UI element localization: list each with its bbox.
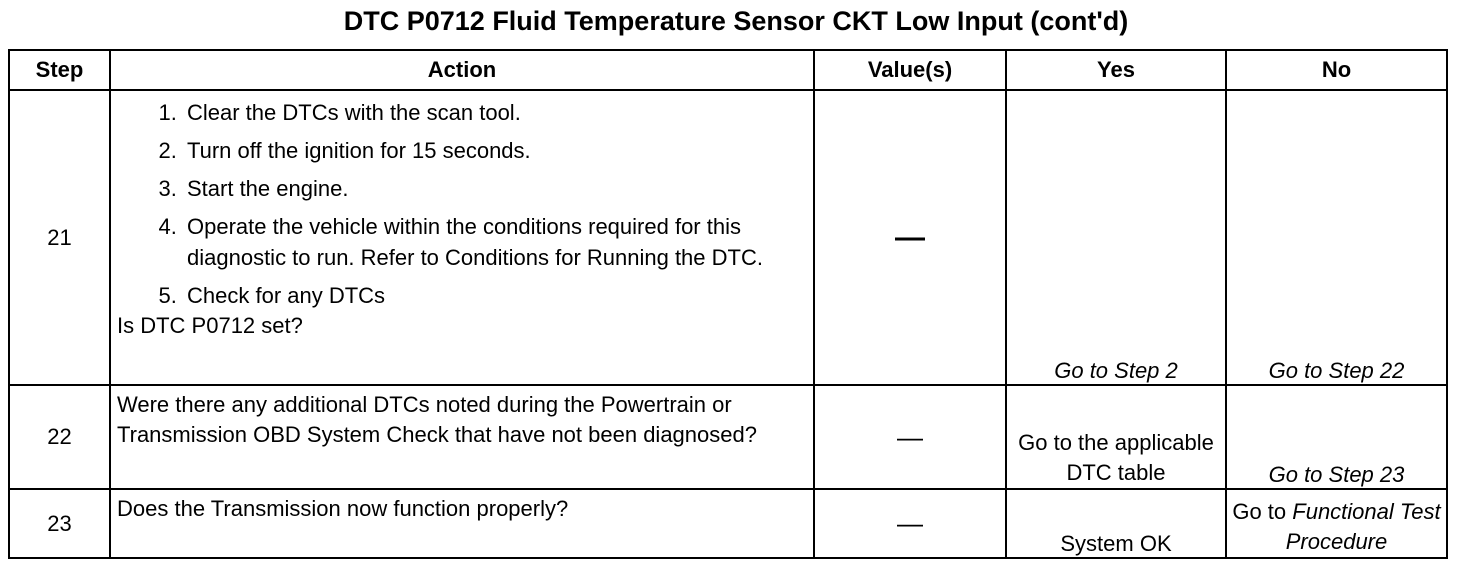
action-cell	[110, 90, 814, 385]
yes-cell	[1006, 385, 1226, 489]
no-prefix: Go to	[1232, 499, 1293, 524]
page-title: DTC P0712 Fluid Temperature Sensor CKT Low Input (cont'd)	[343, 6, 1129, 36]
header-step: Step	[9, 50, 110, 90]
value-cell: —	[814, 489, 1006, 558]
no-cell: Go to Step 22	[1226, 90, 1447, 385]
action-text: Were there any additional DTCs noted during the Powertrain or Transmission OBD System Check that have not been diagnosed?	[117, 392, 757, 447]
action-text: Does the Transmission now function properly?	[117, 496, 569, 521]
action-cell	[110, 385, 814, 489]
no-cell	[1226, 489, 1447, 558]
header-no: No	[1226, 50, 1447, 90]
table-row	[9, 385, 1447, 489]
table-row	[9, 90, 1447, 385]
yes-cell: System OK	[1006, 489, 1226, 558]
dtc-table	[8, 49, 1448, 559]
action-step: 5. Check for any DTCs	[183, 280, 803, 311]
header-yes: Yes	[1006, 50, 1226, 90]
step-number: 22	[9, 385, 110, 489]
action-steps-list	[111, 97, 803, 311]
action-step: 1. Clear the DTCs with the scan tool.	[183, 97, 803, 128]
functional-test-procedure-link: Functional Test Procedure	[1285, 499, 1441, 554]
value-cell: —	[814, 90, 1006, 385]
action-question: Is DTC P0712 set?	[117, 313, 303, 338]
header-row	[9, 50, 1447, 90]
value-cell: —	[814, 385, 1006, 489]
action-cell	[110, 489, 814, 558]
no-cell: Go to Step 23	[1226, 385, 1447, 489]
header-values: Value(s)	[814, 50, 1006, 90]
yes-cell: Go to Step 2	[1006, 90, 1226, 385]
header-action: Action	[110, 50, 814, 90]
action-step: 3. Start the engine.	[183, 173, 803, 204]
table-row	[9, 489, 1447, 558]
action-step: 4. Operate the vehicle within the conditions required for this diagnostic to run. Refer to Conditions for Running the DTC.	[183, 211, 803, 273]
action-step: 2. Turn off the ignition for 15 seconds.	[183, 135, 803, 166]
no-text	[1227, 497, 1446, 557]
step-number: 23	[9, 489, 110, 558]
step-number: 21	[9, 90, 110, 385]
yes-text: Go to the applicable DTC table	[1018, 430, 1214, 485]
